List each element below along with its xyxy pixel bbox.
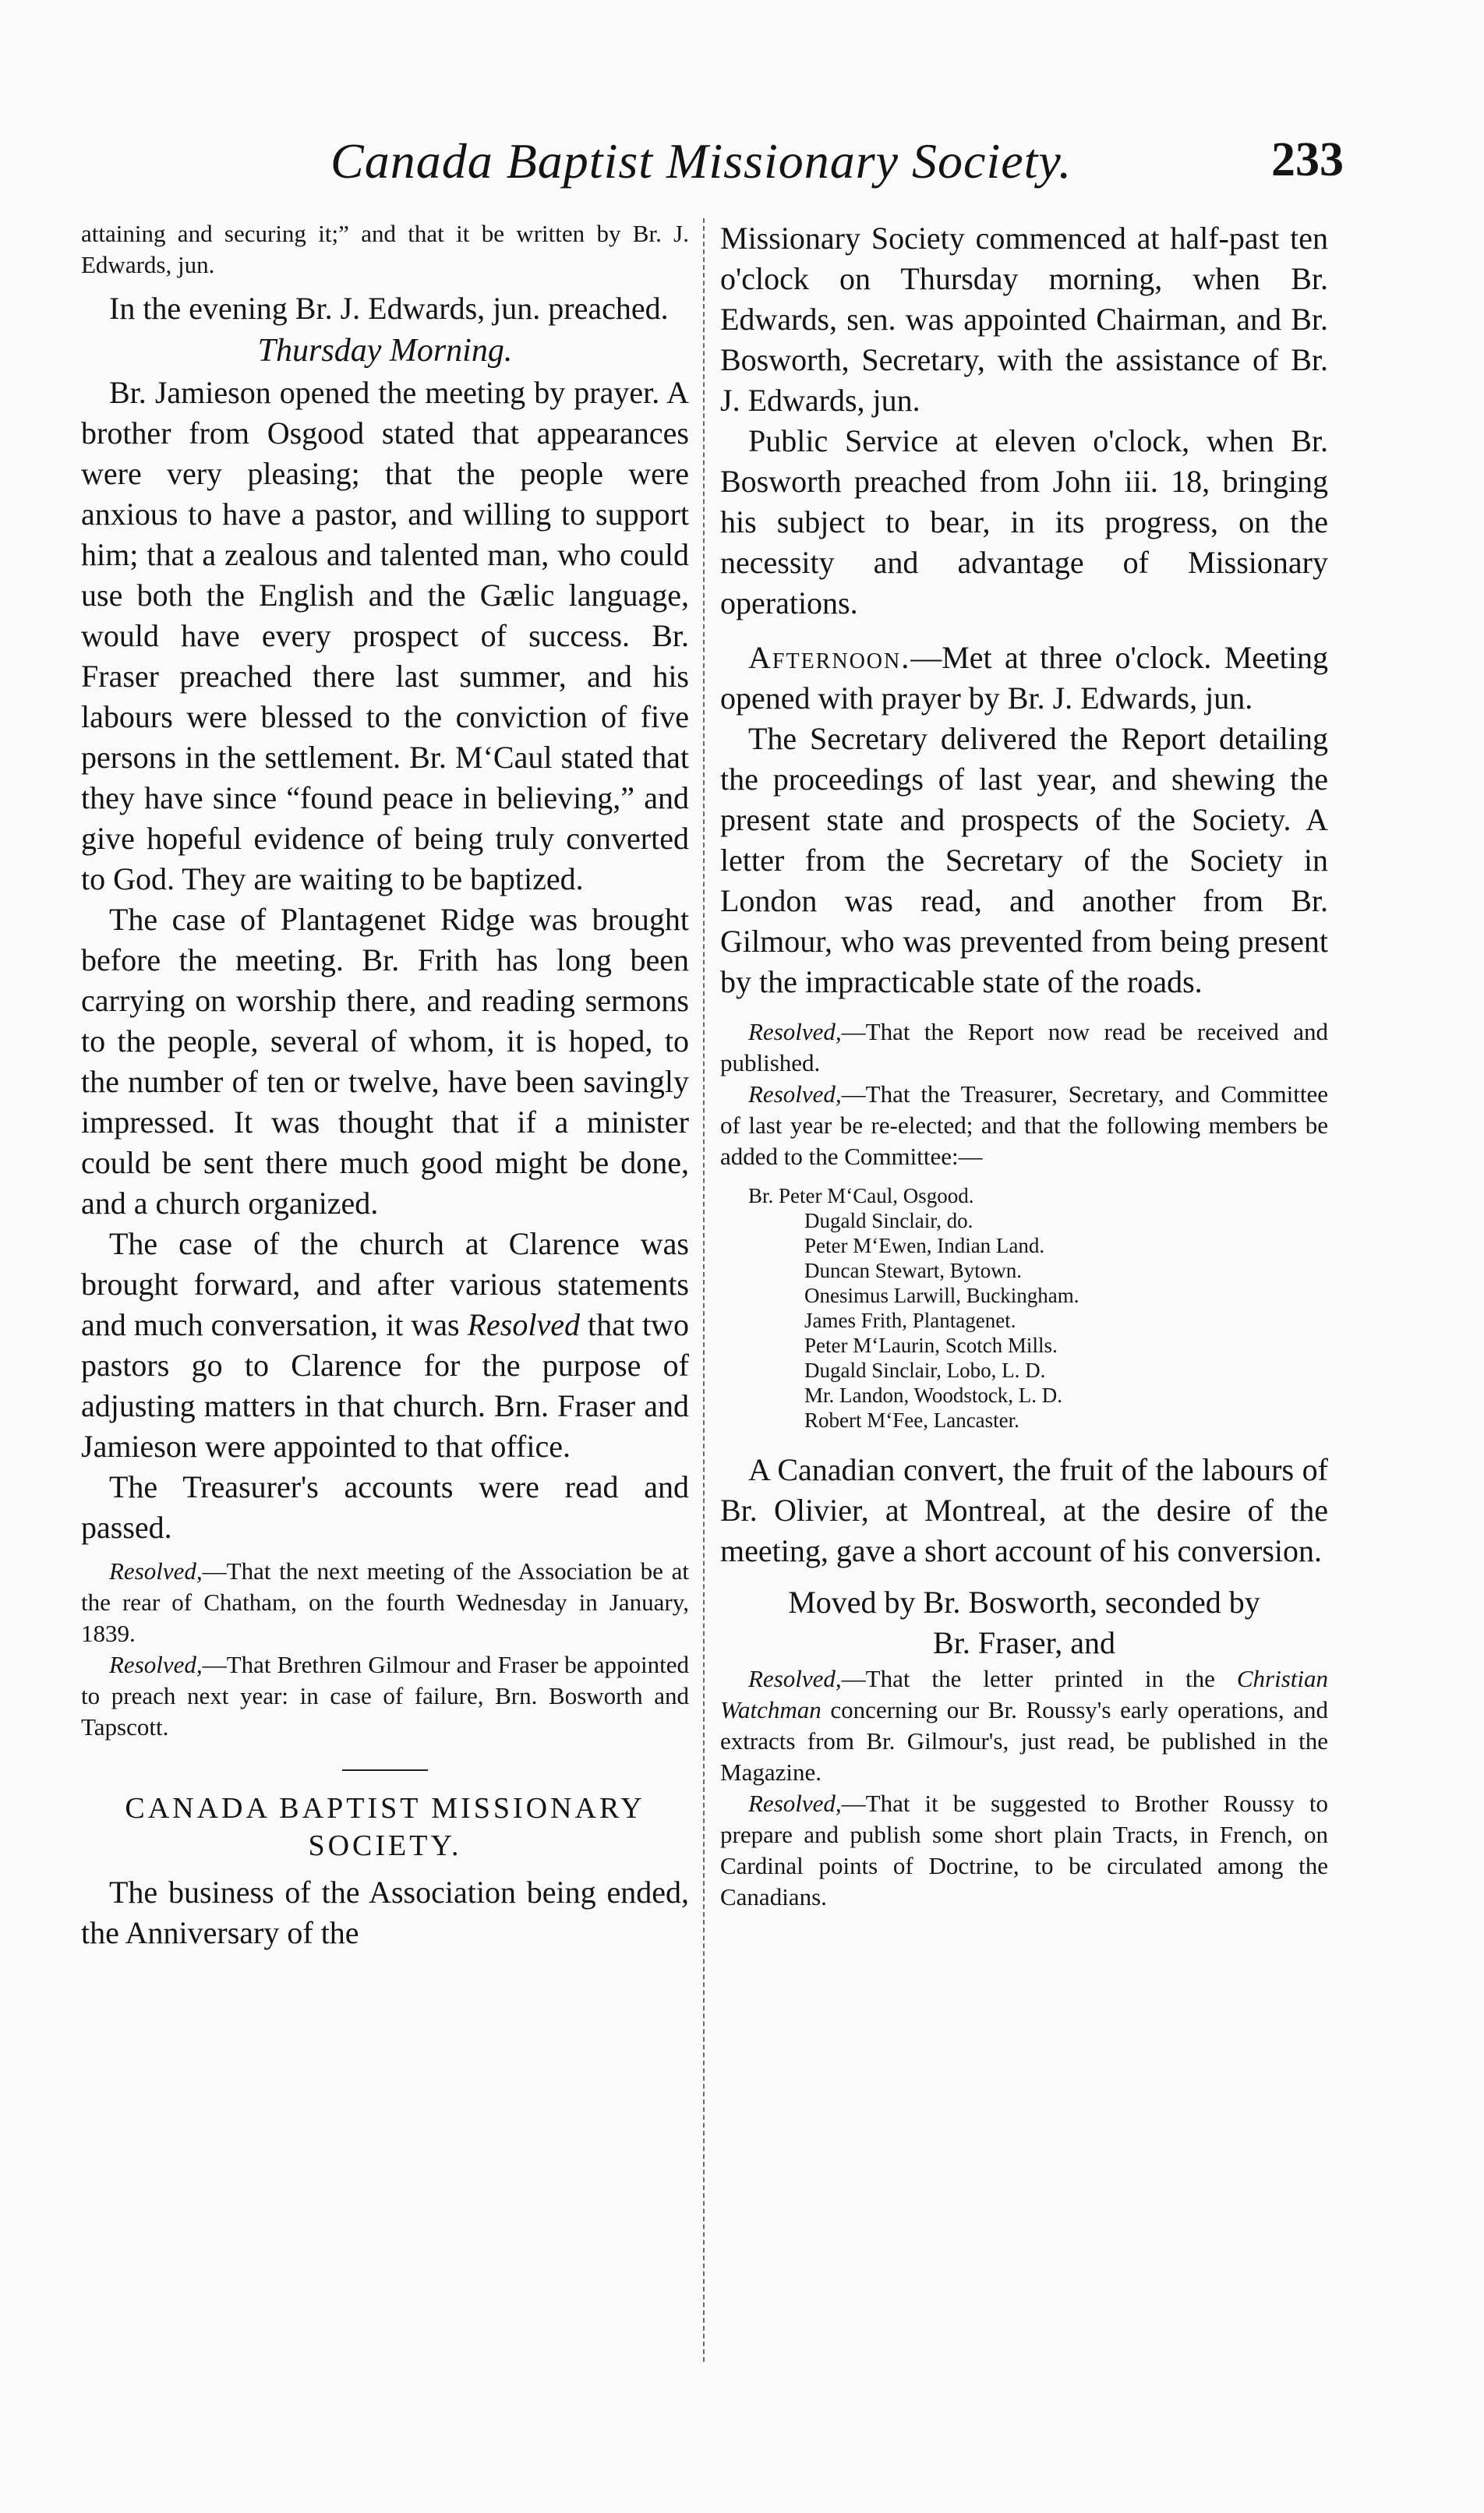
paragraph: The Treasurer's accounts were read and passed. <box>81 1469 689 1545</box>
resolution-text: —That the letter printed in the <box>841 1665 1215 1692</box>
document-page <box>81 133 1344 1950</box>
committee-member: Dugald Sinclair, do. <box>804 1209 973 1232</box>
resolution-text: —That the Treasurer, Secretary, and Committee of last year be re-elected; and that the following members be added to the Committee:— <box>720 1080 1328 1170</box>
resolved-label: Resolved, <box>748 1665 842 1692</box>
committee-member: Peter M‘Ewen, Indian Land. <box>804 1234 1045 1257</box>
afternoon-label: Afternoon. <box>748 640 911 675</box>
motion-text: Moved by Br. Bosworth, seconded by <box>788 1585 1260 1620</box>
committee-list <box>748 1183 1328 1433</box>
column-divider <box>703 218 705 2362</box>
committee-member: Dugald Sinclair, Lobo, L. D. <box>804 1359 1046 1382</box>
section-title-line: CANADA BAPTIST MISSIONARY <box>125 1792 645 1825</box>
committee-member: Peter M‘Laurin, Scotch Mills. <box>804 1334 1058 1357</box>
paragraph: The Secretary delivered the Report detailing the proceedings of last year, and shewing the present state and prospects of the Society. A letter from the Secretary of the Society in London was read, and another from Br. Gilmour, who was prevented from being present by the impracticable state of the roads. <box>720 721 1328 999</box>
paragraph: attaining and securing it;” and that it be written by Br. J. Edwards, jun. <box>81 220 689 278</box>
motion-line <box>720 1582 1328 1663</box>
resolved-label: Resolved, <box>748 1018 842 1045</box>
resolution <box>81 1556 689 1649</box>
page-number: 233 <box>1271 133 1344 186</box>
section-title <box>81 1790 689 1864</box>
resolved-word: Resolved <box>467 1307 580 1342</box>
committee-member: James Frith, Plantagenet. <box>804 1309 1016 1332</box>
resolved-label: Resolved, <box>748 1790 842 1817</box>
resolution <box>720 1016 1328 1079</box>
resolution-text: —That the next meeting of the Association be at the rear of Chatham, on the fourth Wednesday in January, 1839. <box>81 1557 689 1647</box>
committee-member: Onesimus Larwill, Buckingham. <box>804 1284 1079 1307</box>
paragraph: The case of Plantagenet Ridge was brought before the meeting. Br. Frith has long been carrying on worship there, and reading sermons to the people, several of whom, it is hoped, to the number of ten or twelve, have been savingly impressed. It was thought that if a minister could be sent there much good might be done, and a church organized. <box>81 902 689 1221</box>
paragraph: A Canadian convert, the fruit of the labours of Br. Olivier, at Montreal, at the desire of the meeting, gave a short account of his conversion. <box>720 1452 1328 1568</box>
paragraph: Br. Jamieson opened the meeting by prayer. A brother from Osgood stated that appearances were very pleasing; that the people were anxious to have a pastor, and willing to support him; that a zealous and talented man, who could use both the English and the Gælic language, would have every prospect of success. Br. Fraser preached there last summer, and his labours were blessed to the conviction of five persons in the settlement. Br. M‘Caul stated that they have since “found peace in believing,” and give hopeful evidence of being truly converted to God. They are waiting to be baptized. <box>81 375 689 896</box>
subheading: Thursday Morning. <box>257 333 513 369</box>
right-column <box>720 218 1328 1913</box>
section-title-line: SOCIETY. <box>308 1829 462 1862</box>
resolution-text: concerning our Br. Roussy's early operations, and extracts from Br. Gilmour's, just read, be published in the Magazine. <box>720 1696 1328 1786</box>
resolved-label: Resolved, <box>109 1557 203 1585</box>
motion-text: Br. Fraser, and <box>933 1625 1115 1660</box>
resolved-label: Resolved, <box>109 1651 203 1678</box>
paragraph <box>81 1224 689 1467</box>
paragraph-text: that two pastors go to Clarence for the purpose of adjusting matters in that church. Brn. Fraser and Jamieson were appointed to that office. <box>81 1307 689 1464</box>
paragraph-text: The case of the church at Clarence was brought forward, and after various statements and much conversation, it was <box>81 1226 689 1342</box>
newspaper-title: Christian Watchman <box>720 1665 1329 1723</box>
paragraph: In the evening Br. J. Edwards, jun. preached. <box>109 291 669 326</box>
running-title: Canada Baptist Missionary Society. <box>330 133 1072 189</box>
resolution-text: —That it be suggested to Brother Roussy to prepare and publish some short plain Tracts, in French, on Cardinal points of Doctrine, to be circulated among the Canadians. <box>720 1790 1328 1910</box>
committee-member: Duncan Stewart, Bytown. <box>804 1259 1022 1282</box>
resolution <box>720 1788 1328 1913</box>
paragraph: Public Service at eleven o'clock, when Br. Bosworth preached from John iii. 18, bringing his subject to bear, in its progress, on the necessity and advantage of Missionary operations. <box>720 423 1328 620</box>
section-rule <box>342 1769 428 1771</box>
paragraph: Missionary Society commenced at half-past ten o'clock on Thursday morning, when Br. Edwards, sen. was appointed Chairman, and Br. Bosworth, Secretary, with the assistance of Br. J. Edwards, jun. <box>720 221 1328 418</box>
paragraph: The business of the Association being ended, the Anniversary of the <box>81 1875 689 1950</box>
resolved-label: Resolved, <box>748 1080 842 1108</box>
left-column <box>81 218 689 1953</box>
resolution <box>81 1649 689 1743</box>
committee-member: Mr. Landon, Woodstock, L. D. <box>804 1384 1063 1407</box>
resolution <box>720 1079 1328 1172</box>
resolution-text: —That Brethren Gilmour and Fraser be appointed to preach next year: in case of failure, Brn. Bosworth and Tapscott. <box>81 1651 689 1741</box>
resolution <box>720 1663 1328 1788</box>
committee-member: Robert M‘Fee, Lancaster. <box>804 1408 1019 1432</box>
committee-member: Br. Peter M‘Caul, Osgood. <box>748 1184 974 1207</box>
resolution-text: —That the Report now read be received and published. <box>720 1018 1328 1076</box>
running-header <box>81 133 1344 226</box>
paragraph <box>720 638 1328 719</box>
paragraph-text: —Met at three o'clock. Meeting opened with prayer by Br. J. Edwards, jun. <box>720 640 1328 716</box>
